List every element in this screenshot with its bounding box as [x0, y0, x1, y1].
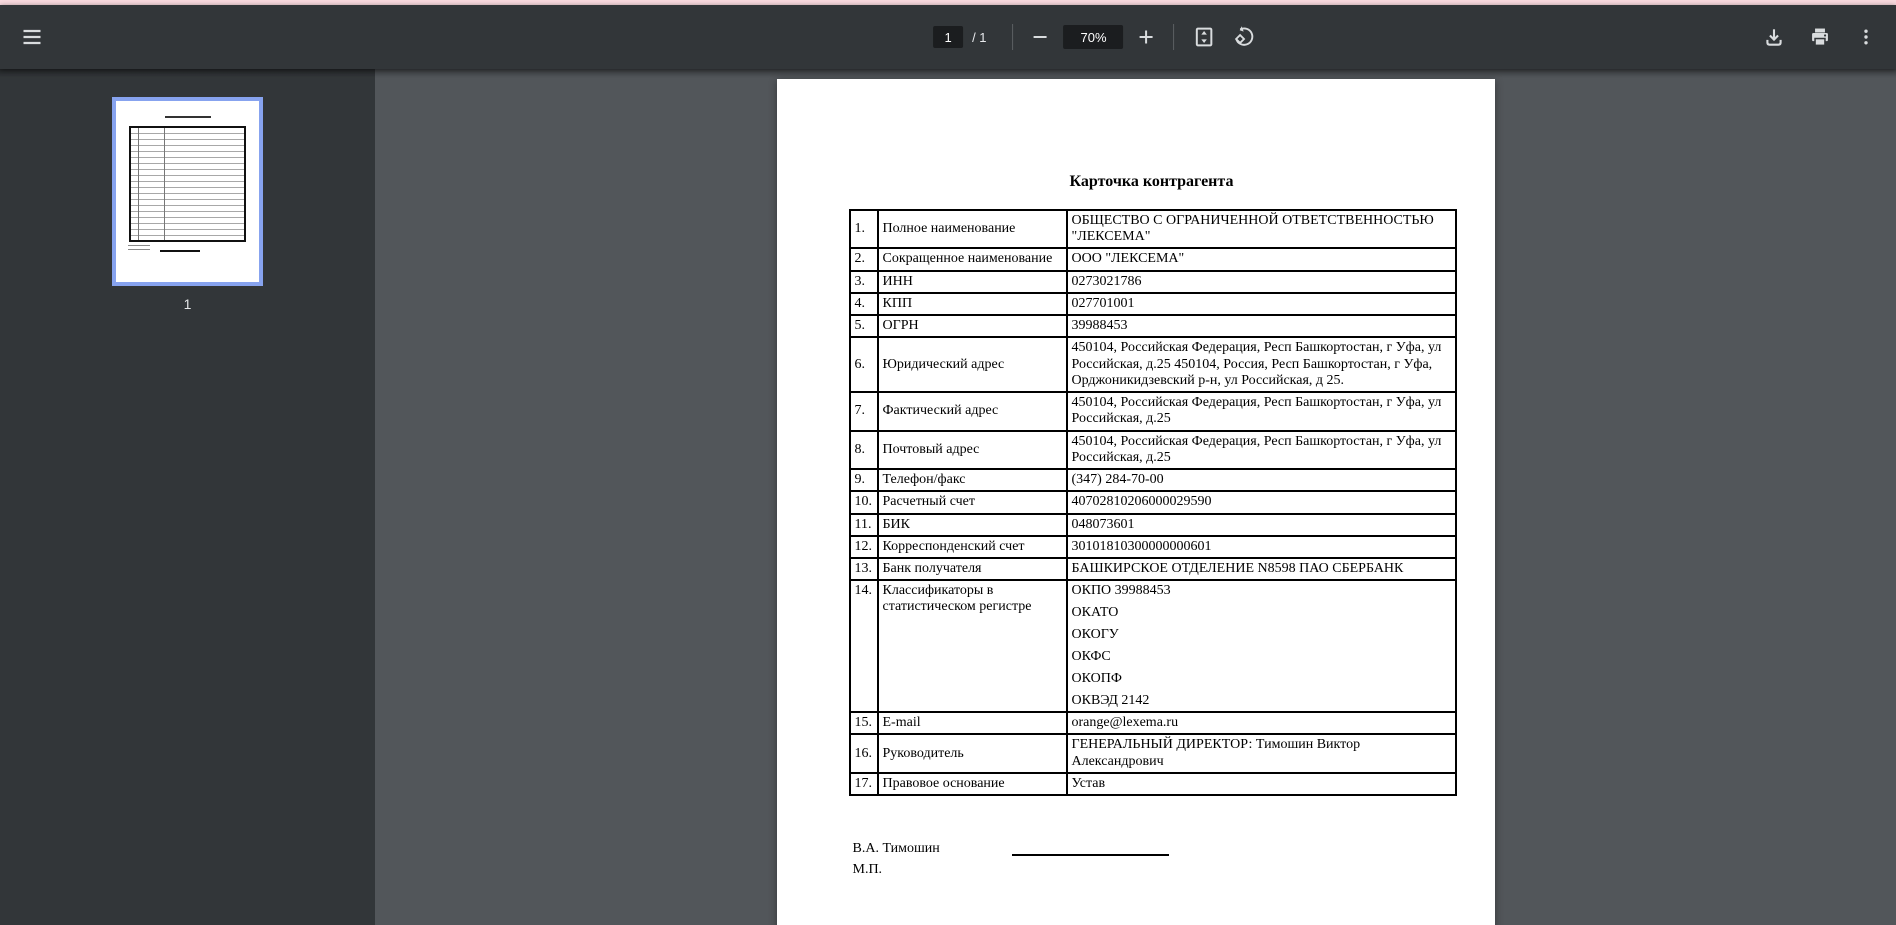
thumbnail-page-number: 1	[183, 296, 192, 312]
signature-line	[1012, 854, 1169, 856]
row-label-cell: Сокращенное наименование	[878, 248, 1067, 270]
row-number-cell: 12.	[850, 536, 878, 558]
row-label-cell: Корреспонденский счет	[878, 536, 1067, 558]
more-options-button[interactable]	[1846, 17, 1886, 57]
row-number-cell: 6.	[850, 337, 878, 392]
vertical-ellipsis-icon	[1856, 27, 1876, 47]
table-row	[850, 431, 1456, 469]
row-value-cell: 027701001	[1067, 293, 1456, 315]
row-label-cell: Юридический адрес	[878, 337, 1067, 392]
row-value-cell	[1067, 580, 1456, 712]
row-label-cell: ОГРН	[878, 315, 1067, 337]
table-row	[850, 210, 1456, 248]
row-label-cell: Банк получателя	[878, 558, 1067, 580]
page-number-input[interactable]	[933, 26, 963, 48]
row-value-cell: ОБЩЕСТВО С ОГРАНИЧЕННОЙ ОТВЕТСТВЕННОСТЬЮ "ЛЕКСЕМА"	[1067, 210, 1456, 248]
thumbnail-title-line	[165, 116, 211, 118]
thumbnail-signature-line	[160, 250, 200, 252]
zoom-in-button[interactable]	[1130, 20, 1164, 54]
row-value-cell: 40702810206000029590	[1067, 491, 1456, 513]
toolbar-divider	[1174, 24, 1175, 50]
row-value-cell: 30101810300000000601	[1067, 536, 1456, 558]
table-row	[850, 580, 1456, 712]
page-thumbnail[interactable]	[112, 97, 263, 286]
thumbnail-signature-text	[128, 245, 150, 250]
row-label-cell: Правовое основание	[878, 773, 1067, 795]
zoom-level-field[interactable]: 70%	[1064, 25, 1124, 49]
table-row	[850, 271, 1456, 293]
toolbar-right-controls	[1754, 17, 1886, 57]
row-number-cell: 15.	[850, 712, 878, 734]
row-label-cell: Руководитель	[878, 734, 1067, 772]
row-number-cell: 17.	[850, 773, 878, 795]
row-value-cell: 39988453	[1067, 315, 1456, 337]
table-row	[850, 337, 1456, 392]
hamburger-icon	[21, 26, 43, 48]
row-label-cell: Фактический адрес	[878, 392, 1067, 430]
row-value-cell: ООО "ЛЕКСЕМА"	[1067, 248, 1456, 270]
table-row	[850, 491, 1456, 513]
row-value-cell: ГЕНЕРАЛЬНЫЙ ДИРЕКТОР: Тимошин Виктор Александрович	[1067, 734, 1456, 772]
table-row	[850, 536, 1456, 558]
toolbar-divider	[1013, 24, 1014, 50]
classifier-line: ОКВЭД 2142	[1071, 693, 1150, 709]
viewer-content	[0, 69, 1896, 925]
row-label-cell: ИНН	[878, 271, 1067, 293]
row-number-cell: 2.	[850, 248, 878, 270]
fit-to-page-icon	[1194, 26, 1216, 48]
row-number-cell: 8.	[850, 431, 878, 469]
row-label-cell: Классификаторы в статистическом регистре	[878, 580, 1067, 712]
row-number-cell: 11.	[850, 514, 878, 536]
signature-name: В.А. Тимошин	[852, 841, 940, 857]
thumbnail-sidebar	[0, 69, 375, 925]
table-row	[850, 734, 1456, 772]
print-icon	[1809, 26, 1831, 48]
zoom-out-button[interactable]	[1024, 20, 1058, 54]
counterparty-table	[849, 209, 1457, 796]
fit-to-page-button[interactable]	[1185, 17, 1225, 57]
row-number-cell: 5.	[850, 315, 878, 337]
table-row	[850, 773, 1456, 795]
signature-block	[849, 838, 1455, 880]
row-value-cell: Устав	[1067, 773, 1456, 795]
row-value-cell: 450104, Российская Федерация, Респ Башкортостан, г Уфа, ул Российская, д.25	[1067, 431, 1456, 469]
classifier-line: ОКПО 39988453	[1071, 583, 1171, 599]
row-number-cell: 16.	[850, 734, 878, 772]
minus-icon	[1032, 28, 1050, 46]
row-label-cell: E-mail	[878, 712, 1067, 734]
thumbnail-table-sketch	[129, 126, 246, 242]
row-number-cell: 4.	[850, 293, 878, 315]
row-label-cell: Почтовый адрес	[878, 431, 1067, 469]
pdf-toolbar	[0, 5, 1896, 69]
row-label-cell: Телефон/факс	[878, 469, 1067, 491]
table-row	[850, 712, 1456, 734]
document-title: Карточка контрагента	[1069, 173, 1234, 190]
pdf-page	[777, 79, 1495, 925]
row-label-cell: КПП	[878, 293, 1067, 315]
classifier-line: ОКОПФ	[1071, 671, 1122, 687]
row-number-cell: 3.	[850, 271, 878, 293]
classifier-line: ОКОГУ	[1071, 627, 1119, 643]
row-number-cell: 14.	[850, 580, 878, 712]
row-label-cell: Полное наименование	[878, 210, 1067, 248]
table-row	[850, 248, 1456, 270]
download-icon	[1763, 26, 1785, 48]
row-label-cell: Расчетный счет	[878, 491, 1067, 513]
table-row	[850, 469, 1456, 491]
page-count-label: / 1	[972, 29, 987, 45]
row-value-cell: 450104, Российская Федерация, Респ Башкортостан, г Уфа, ул Российская, д.25 450104, Россия, Респ Башкортостан, г Уфа, Орджоникидзевский р-н, ул Российская, д 25.	[1067, 337, 1456, 392]
rotate-ccw-button[interactable]	[1225, 17, 1265, 57]
row-label-cell: БИК	[878, 514, 1067, 536]
table-row	[850, 392, 1456, 430]
counterparty-table-body	[850, 210, 1456, 795]
rotate-ccw-icon	[1233, 25, 1257, 49]
classifier-line: ОКАТО	[1071, 605, 1119, 621]
table-row	[850, 514, 1456, 536]
print-button[interactable]	[1800, 17, 1840, 57]
row-value-cell: 048073601	[1067, 514, 1456, 536]
row-number-cell: 9.	[850, 469, 878, 491]
menu-button[interactable]	[12, 17, 52, 57]
row-value-cell: (347) 284-70-00	[1067, 469, 1456, 491]
row-number-cell: 1.	[850, 210, 878, 248]
row-value-cell: 0273021786	[1067, 271, 1456, 293]
classifier-line: ОКФС	[1071, 649, 1111, 665]
download-button[interactable]	[1754, 17, 1794, 57]
toolbar-center-controls	[933, 5, 1264, 69]
table-row	[850, 293, 1456, 315]
table-row	[850, 558, 1456, 580]
signature-stamp: М.П.	[852, 862, 883, 878]
plus-icon	[1138, 28, 1156, 46]
row-value-cell: orange@lexema.ru	[1067, 712, 1456, 734]
row-value-cell: БАШКИРСКОЕ ОТДЕЛЕНИЕ N8598 ПАО СБЕРБАНК	[1067, 558, 1456, 580]
row-number-cell: 13.	[850, 558, 878, 580]
document-viewport	[375, 69, 1896, 925]
row-number-cell: 10.	[850, 491, 878, 513]
row-number-cell: 7.	[850, 392, 878, 430]
table-row	[850, 315, 1456, 337]
row-value-cell: 450104, Российская Федерация, Респ Башкортостан, г Уфа, ул Российская, д.25	[1067, 392, 1456, 430]
